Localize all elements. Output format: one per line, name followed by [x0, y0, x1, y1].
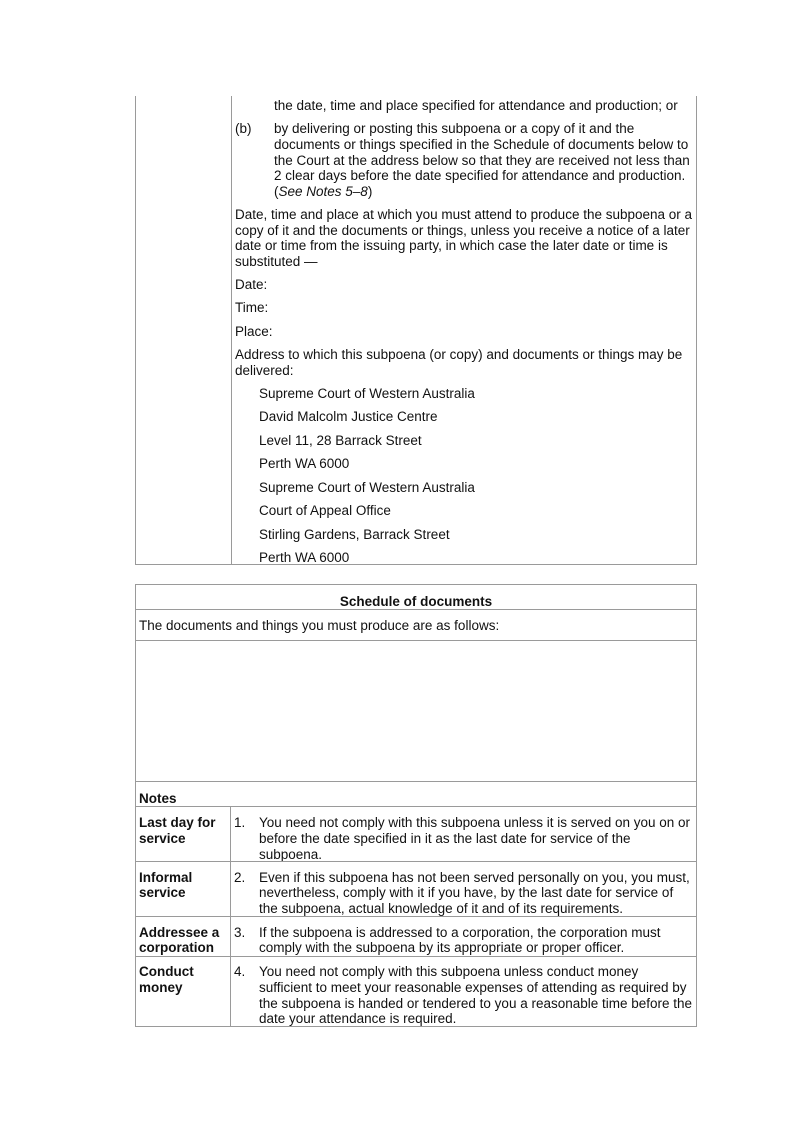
row-divider — [136, 806, 696, 807]
address-line: Stirling Gardens, Barrack Street — [259, 527, 450, 542]
row-divider — [136, 781, 696, 782]
address-intro-line: delivered: — [235, 363, 294, 378]
place-label: Place: — [235, 324, 273, 339]
note-text-line: the subpoena, actual knowledge of it and of its requirements. — [259, 901, 623, 916]
address-line: Court of Appeal Office — [259, 503, 391, 518]
row-divider — [136, 916, 696, 917]
para-b-line: documents or things specified in the Schedule of documents below to — [274, 137, 689, 152]
address-line: Supreme Court of Western Australia — [259, 480, 475, 495]
note-text-line: before the date specified in it as the last date for service of the — [259, 831, 631, 846]
note-label: service — [139, 831, 186, 846]
documents-area[interactable] — [136, 641, 696, 781]
note-text-line: Even if this subpoena has not been served personally on you, you must, — [259, 870, 690, 885]
notes-heading: Notes — [139, 791, 177, 806]
para-b-line: the Court at the address below so that they are received not less than — [274, 153, 690, 168]
schedule-intro: The documents and things you must produce are as follows: — [139, 618, 500, 633]
date-paragraph-line: Date, time and place at which you must attend to produce the subpoena or a — [235, 207, 693, 222]
note-text-line: You need not comply with this subpoena unless it is served on you on or — [259, 815, 691, 830]
note-text-line: If the subpoena is addressed to a corporation, the corporation must — [259, 925, 661, 940]
note-text-line: You need not comply with this subpoena unless conduct money — [259, 964, 639, 979]
address-line: Level 11, 28 Barrack Street — [259, 433, 422, 448]
note-label: Addressee a — [139, 925, 220, 940]
address-line: David Malcolm Justice Centre — [259, 409, 438, 424]
address-line: Perth WA 6000 — [259, 456, 350, 471]
note-label: Informal — [139, 870, 193, 885]
date-paragraph-line: substituted — — [235, 254, 318, 269]
note-label: corporation — [139, 940, 215, 955]
note-number: 4. — [234, 964, 246, 979]
note-number: 2. — [234, 870, 246, 885]
row-divider — [136, 956, 696, 957]
time-label: Time: — [235, 300, 269, 315]
note-text-line: date your attendance is required. — [259, 1011, 457, 1026]
schedule-title: Schedule of documents — [339, 594, 493, 609]
date-label: Date: — [235, 277, 268, 292]
column-divider — [231, 96, 232, 564]
date-paragraph-line: copy of it and the documents or things, unless you receive a notice of a later — [235, 223, 690, 238]
para-b-line: 2 clear days before the date specified for attendance and production. — [274, 168, 686, 183]
para-b-label: (b) — [235, 121, 252, 136]
address-intro-line: Address to which this subpoena (or copy) and documents or things may be — [235, 347, 683, 362]
note-number: 1. — [234, 815, 246, 830]
address-line: Perth WA 6000 — [259, 550, 350, 565]
continuation-table — [135, 96, 697, 565]
note-text-line: nevertheless, comply with it if you have, by the last date for service of — [259, 885, 674, 900]
para-b-note: (See Notes 5–8) — [274, 184, 373, 199]
address-line: Supreme Court of Western Australia — [259, 386, 475, 401]
note-label: Last day for — [139, 815, 216, 830]
row-divider — [136, 609, 696, 610]
row-divider — [136, 861, 696, 862]
note-text-line: the subpoena is handed or tendered to you a reasonable time before the — [259, 996, 693, 1011]
para-a-tail: the date, time and place specified for attendance and production; or — [274, 98, 678, 113]
note-label: service — [139, 885, 186, 900]
note-label: money — [139, 980, 183, 995]
para-b-line: by delivering or posting this subpoena or a copy of it and the — [274, 121, 635, 136]
note-label: Conduct — [139, 964, 194, 979]
note-text-line: sufficient to meet your reasonable expenses of attending as required by — [259, 980, 687, 995]
note-number: 3. — [234, 925, 246, 940]
note-text-line: comply with the subpoena by its appropriate or proper officer. — [259, 940, 625, 955]
date-paragraph-line: date or time from the issuing party, in which case the later date or time is — [235, 238, 668, 253]
note-text-line: subpoena. — [259, 847, 323, 862]
schedule-table — [135, 584, 697, 1027]
